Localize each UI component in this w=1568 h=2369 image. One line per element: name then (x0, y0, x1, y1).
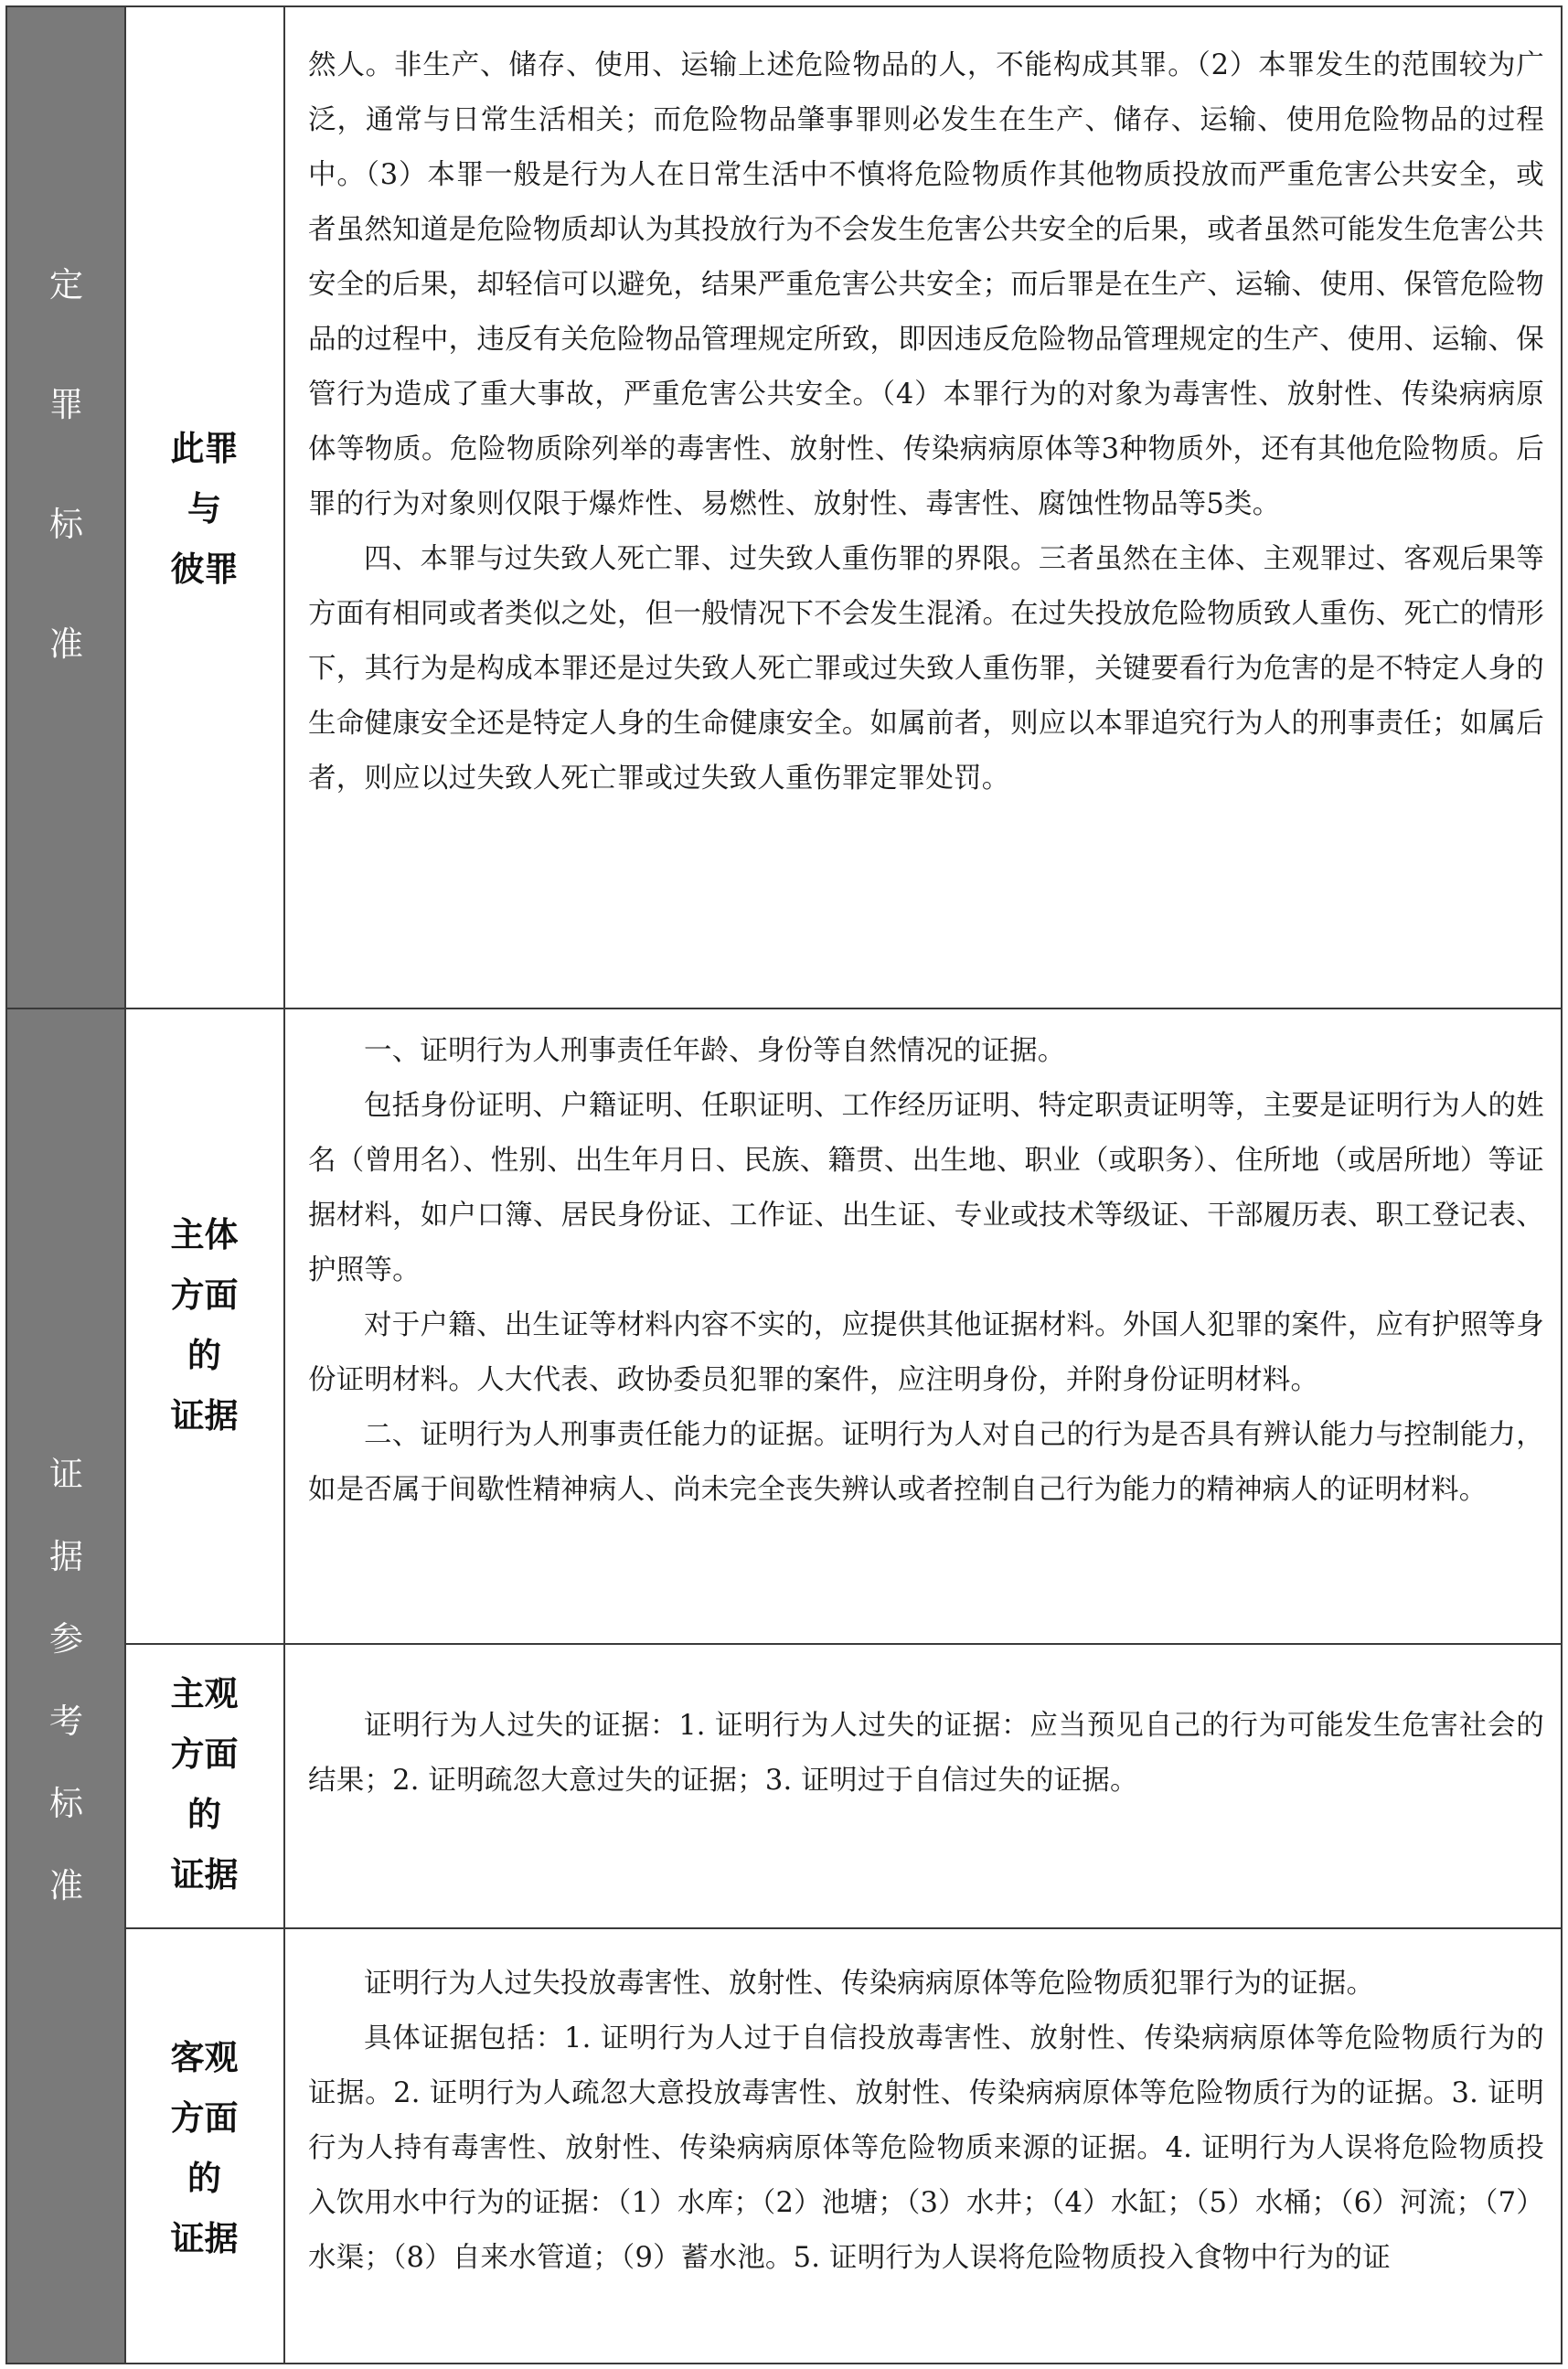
row-divider-main (5, 1008, 1563, 1009)
category-char: 标 (49, 505, 83, 544)
section-content-zhuguan-fangmian (308, 1699, 1544, 1809)
paragraph: 包括身份证明、户籍证明、任职证明、工作经历证明、特定职责证明等，主要是证明行为人的姓名（曾用名）、性别、出生年月日、民族、籍贯、出生地、职业（或职务）、住所地（或居所地）等证据材料，如户口簿、居民身份证、工作证、出生证、专业或技术等级证、干部履历表、职工登记表、护照等。 (308, 1090, 1544, 1286)
section-label-line: 的 (187, 1336, 221, 1375)
section-label-cizui-yu-bizui (125, 419, 283, 600)
paragraph: 证明行为人过失投放毒害性、放射性、传染病病原体等危险物质犯罪行为的证据。 (364, 1968, 1375, 2000)
section-label-line: 主观 (170, 1674, 239, 1713)
section-label-line: 证据 (170, 1855, 239, 1894)
section-label-line: 证据 (170, 1396, 239, 1435)
paragraph: 四、本罪与过失致人死亡罪、过失致人重伤罪的界限。三者虽然在主体、主观罪过、客观后果等方面有相同或者类似之处，但一般情况下不会发生混淆。在过失投放危险物质致人重伤、死亡的情形下，其行为是构成本罪还是过失致人死亡罪或过失致人重伤罪，关键要看行为危害的是不特定人身的生命健康安全还是特定人身的生命健康安全。如属前者，则应以本罪追究行为人的刑事责任；如属后者，则应以过失致人死亡罪或过失致人重伤罪定罪处罚。 (308, 543, 1544, 795)
section-label-line: 客观 (170, 2038, 239, 2077)
section-label-line: 方面 (170, 2098, 239, 2138)
paragraph: 一、证明行为人刑事责任年龄、身份等自然情况的证据。 (364, 1035, 1066, 1067)
section-label-line: 主体 (170, 1215, 239, 1254)
section-label-line: 彼罪 (170, 550, 239, 589)
paragraph: 二、证明行为人刑事责任能力的证据。证明行为人对自己的行为是否具有辨认能力与控制能力，如是否属于间歇性精神病人、尚未完全丧失辨认或者控制自己行为能力的精神病人的证明材料。 (308, 1419, 1544, 1506)
category-char: 考 (49, 1702, 83, 1741)
section-label-line: 的 (187, 1795, 221, 1834)
category-char: 据 (49, 1537, 83, 1576)
category-char: 证 (49, 1455, 83, 1494)
section-label-line: 方面 (170, 1734, 239, 1774)
paragraph: 然人。非生产、储存、使用、运输上述危险物品的人，不能构成其罪。（2）本罪发生的范围较为广泛，通常与日常生活相关；而危险物品肇事罪则必发生在生产、储存、运输、使用危险物品的过程中。（3）本罪一般是行为人在日常生活中不慎将危险物质作其他物质投放而严重危害公共安全，或者虽然知道是危险物质却认为其投放行为不会发生危害公共安全的后果，或者虽然可能发生危害公共安全的后果，却轻信可以避免，结果严重危害公共安全；而后罪是在生产、运输、使用、保管危险物品的过程中，违反有关危险物品管理规定所致，即因违反危险物品管理规定的生产、使用、运输、保管行为造成了重大事故，严重危害公共安全。（4）本罪行为的对象为毒害性、放射性、传染病病原体等物质。危险物质除列举的毒害性、放射性、传染病病原体等3种物质外，还有其他危险物质。后罪的行为对象则仅限于爆炸性、易燃性、放射性、毒害性、腐蚀性物品等5类。 (308, 49, 1544, 520)
paragraph: 具体证据包括：1. 证明行为人过于自信投放毒害性、放射性、传染病病原体等危险物质行为的证据。2. 证明行为人疏忽大意投放毒害性、放射性、传染病病原体等危险物质行为的证据。3. 证明行为人持有毒害性、放射性、传染病病原体等危险物质来源的证据。4. 证明行为人误将危险物质投入饮用水中行为的证据：（1）水库；（2）池塘；（3）水井；（4）水缸；（5）水桶；（6）河流；（7）水渠；（8）自来水管道；（9）蓄水池。5. 证明行为人误将危险物质投入食物中行为的证 (308, 2022, 1544, 2274)
category-char: 标 (49, 1784, 83, 1823)
section-label-zhuguan-fangmian (125, 1664, 283, 1905)
paragraph: 对于户籍、出生证等材料内容不实的，应提供其他证据材料。外国人犯罪的案件，应有护照等身份证明材料。人大代表、政协委员犯罪的案件，应注明身份，并附身份证明材料。 (308, 1309, 1544, 1396)
row-divider-subjective-objective (124, 1927, 1563, 1929)
category-char: 罪 (49, 385, 83, 424)
category-char: 准 (49, 624, 83, 664)
category-char: 定 (49, 265, 83, 304)
column-divider-label (283, 5, 285, 2364)
section-content-cizui-yu-bizui (308, 38, 1544, 806)
table-border-top (5, 5, 1563, 7)
table-border-left (5, 5, 7, 2364)
section-label-line: 此罪 (170, 429, 239, 468)
section-label-line: 方面 (170, 1275, 239, 1315)
category-char: 准 (49, 1866, 83, 1905)
column-divider-category (124, 5, 126, 2364)
section-content-zhuti-fangmian (308, 1024, 1544, 1518)
section-label-line: 的 (187, 2159, 221, 2198)
section-label-line: 与 (187, 489, 221, 528)
row-divider-subject-subjective (124, 1643, 1563, 1645)
category-char: 参 (49, 1619, 83, 1659)
table-border-right (1561, 5, 1563, 2364)
section-content-keguan-fangmian (308, 1957, 1544, 2286)
table-border-bottom (5, 2363, 1563, 2364)
section-label-keguan-fangmian (125, 2028, 283, 2269)
section-label-line: 证据 (170, 2219, 239, 2258)
section-label-zhuti-fangmian (125, 1205, 283, 1446)
paragraph: 证明行为人过失的证据：1. 证明行为人过失的证据：应当预见自己的行为可能发生危害社会的结果；2. 证明疏忽大意过失的证据；3. 证明过于自信过失的证据。 (308, 1710, 1544, 1797)
